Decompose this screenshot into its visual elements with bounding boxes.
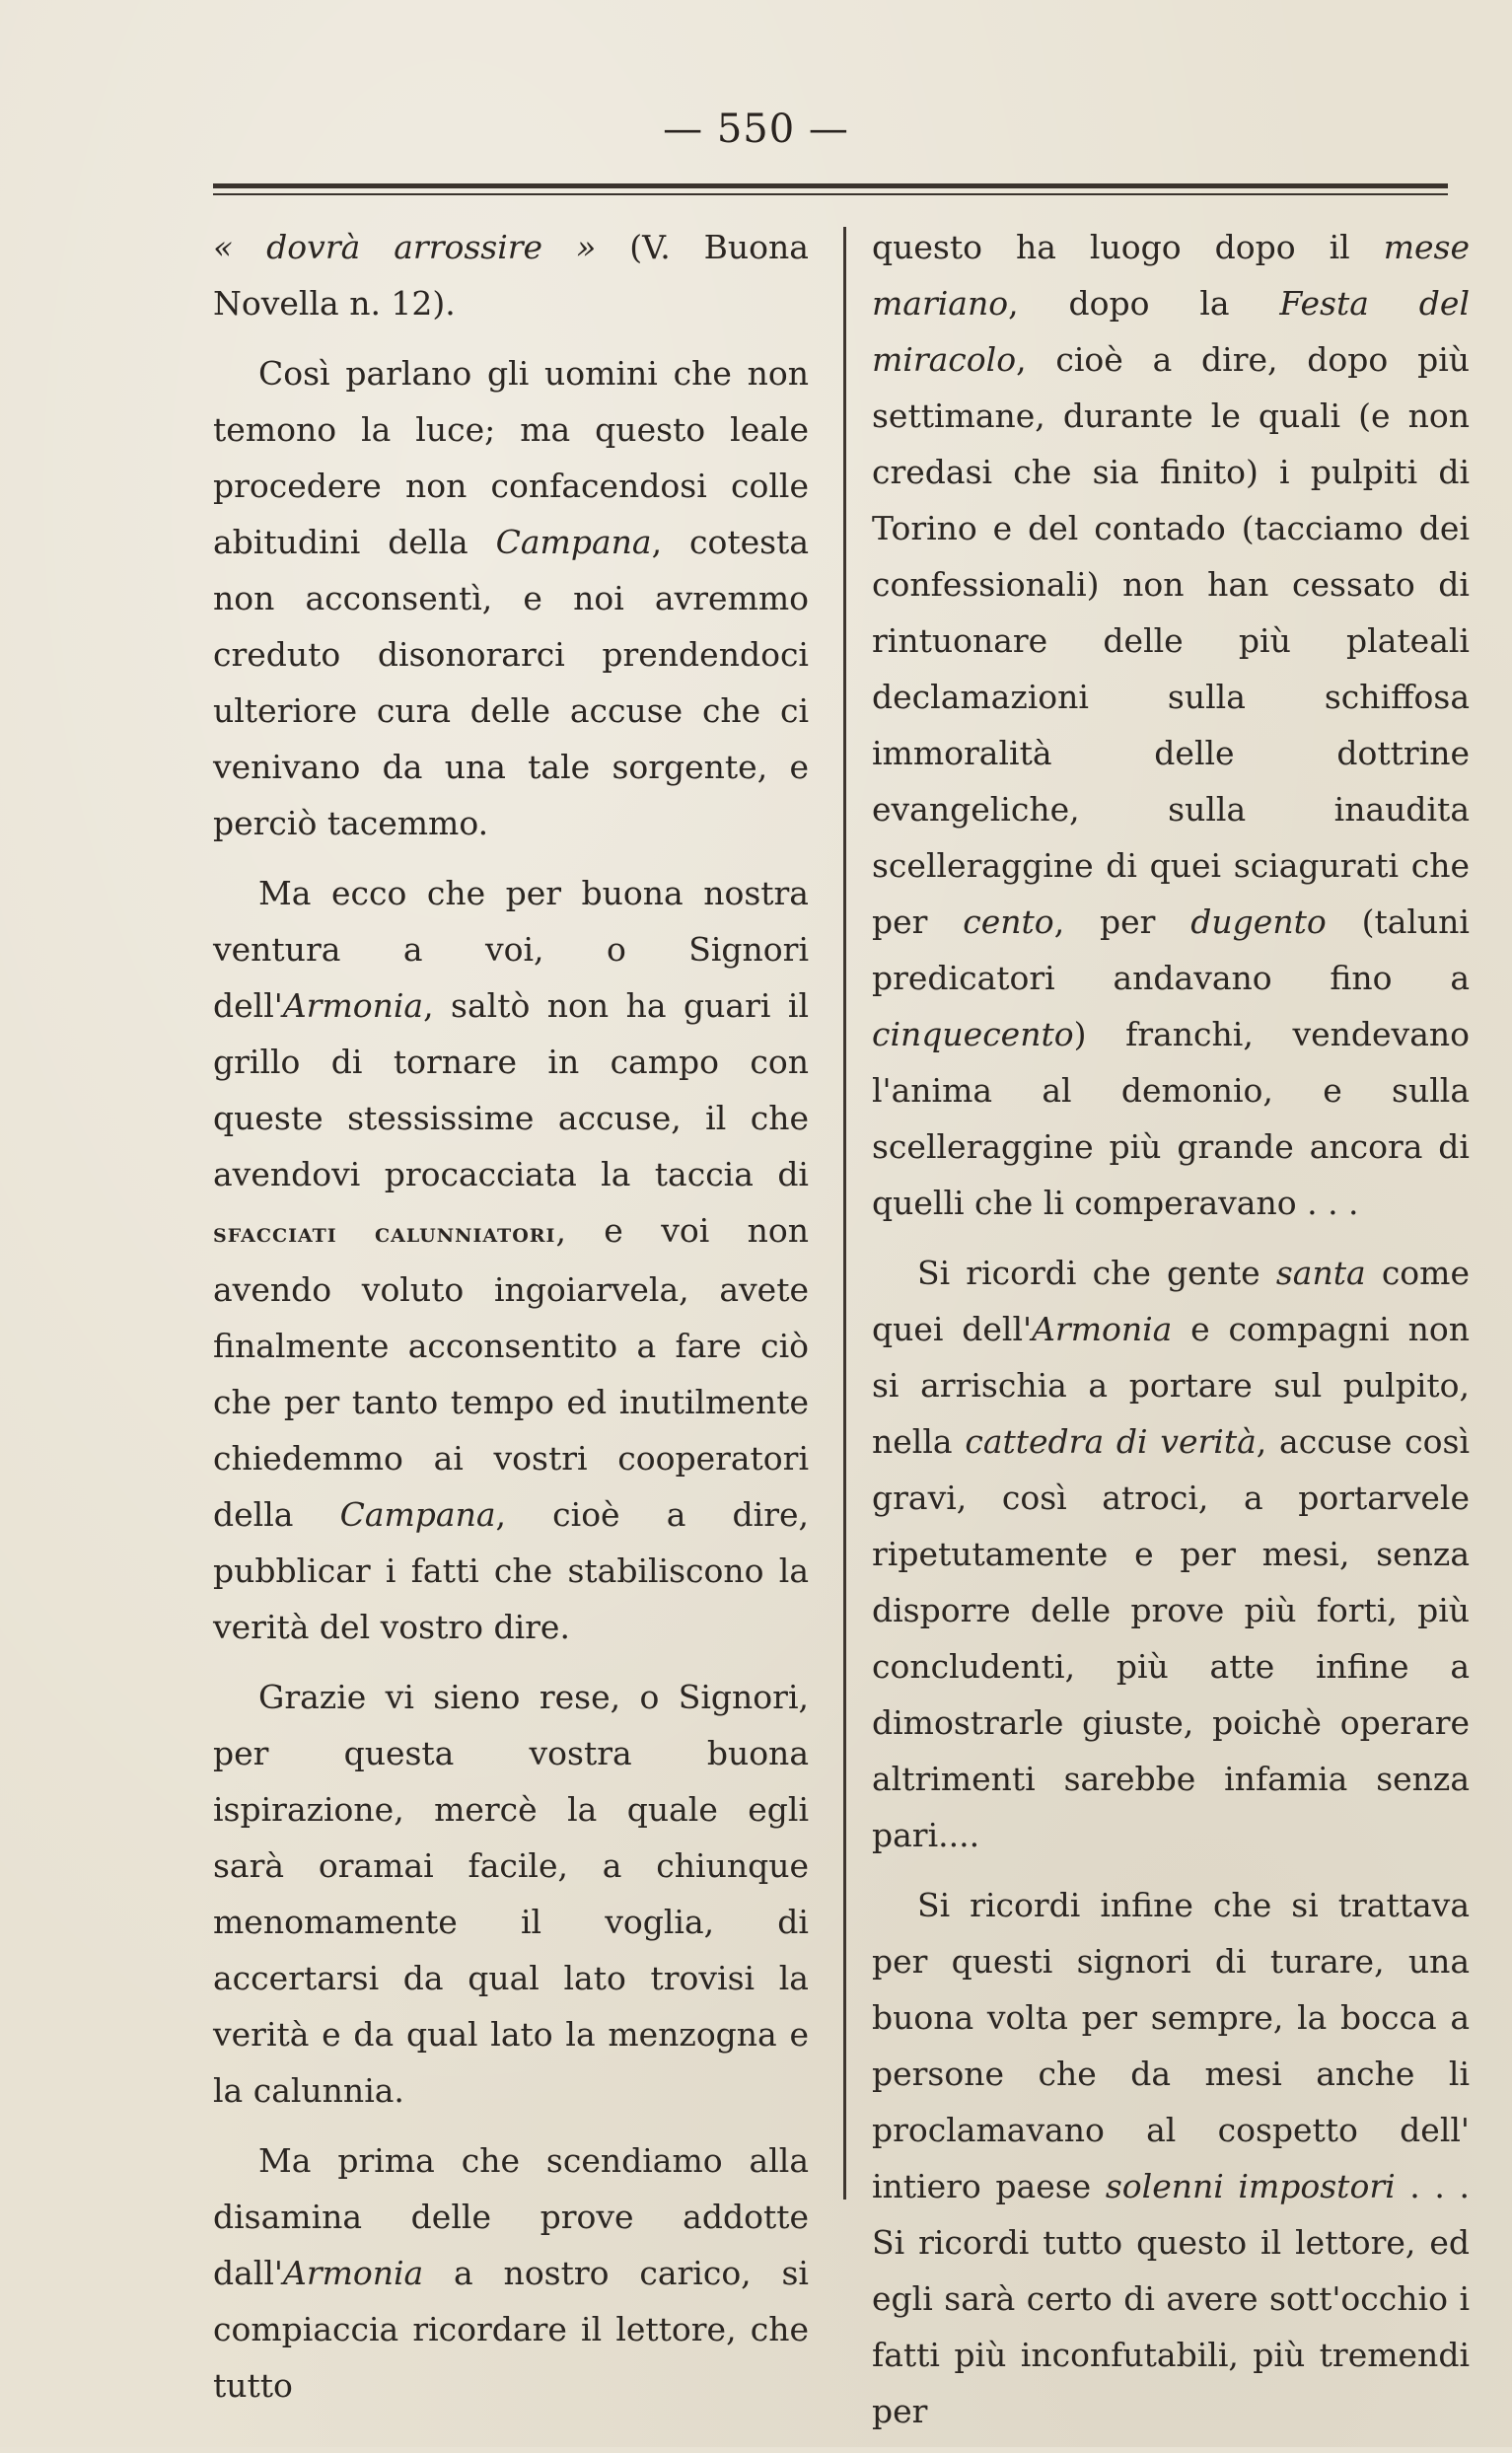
text-span: , dopo la [1008, 284, 1280, 323]
text-span: Ma ecco che per buona nostra ventura a voi, o Signori dell' [213, 874, 809, 1025]
quote-dovra-arrossire: « dovrà arrossire » [213, 228, 597, 266]
left-column [213, 219, 809, 2427]
text-span: , cotesta non acconsentì, e noi avremmo creduto disonorarci prendendoci ulteriore cura delle accuse che ci venivano da una tale sorgente, e perciò tacemmo. [213, 523, 809, 842]
italic-dugento: dugento [1190, 902, 1327, 941]
left-paragraph-3 [213, 865, 809, 1655]
text-span: , cioè a dire, pubblicar i fatti che stabiliscono la verità del vostro dire. [213, 1495, 809, 1646]
right-paragraph-2 [872, 1245, 1470, 1863]
text-span: Si ricordi che gente [917, 1254, 1276, 1292]
title-campana: Campana [495, 523, 652, 561]
text-span: Ma prima che scendiamo alla disamina delle prove addotte dall' [213, 2141, 809, 2292]
italic-cattedra-di-verita: cattedra di verità [965, 1422, 1257, 1461]
title-armonia: Armonia [282, 986, 424, 1025]
text-span: , saltò non ha guari il grillo di tornare in campo con queste stessissime accuse, il che avendovi procacciata la taccia di [213, 986, 809, 1193]
column-divider [843, 227, 846, 2200]
text-span: e compagni non si arrischia a portare sul pulpito, nella [872, 1310, 1470, 1461]
italic-solenni-impostori: solenni impostori [1105, 2167, 1396, 2205]
text-span: , per [1053, 902, 1191, 941]
italic-festa-del-miracolo: Festa del miracolo [872, 284, 1470, 379]
text-span: questo ha luogo dopo il [872, 228, 1384, 266]
header-rule-thick [213, 183, 1448, 188]
right-column [872, 219, 1470, 2453]
title-campana: Campana [339, 1495, 496, 1534]
right-paragraph-3 [872, 1877, 1470, 2439]
italic-cinquecento: cinquecento [872, 1015, 1074, 1053]
text-span: , e voi non avendo voluto ingoiarvela, avete finalmente acconsentito a fare ciò che per tanto tempo ed inutilmente chiedemmo ai vostri cooperatori della [213, 1211, 810, 1534]
italic-santa: santa [1275, 1254, 1366, 1292]
italic-cento: cento [963, 902, 1054, 941]
text-span: . . . Si ricordi tutto questo il lettore, ed egli sarà certo di avere sott'occhio i fatti più inconfutabili, più tremendi per [872, 2167, 1470, 2430]
left-paragraph-5 [213, 2132, 809, 2414]
text-span: (taluni predicatori andavano fino a [872, 902, 1470, 997]
italic-mese-mariano: mese mariano [872, 228, 1470, 323]
title-armonia: Armonia [282, 2254, 424, 2292]
small-caps-phrase: sfacciati calunniatori [213, 1218, 556, 1249]
text-span: Grazie vi sieno rese, o Signori, per questa vostra buona ispirazione, mercè la quale egli sarà oramai facile, a chiunque menomamente il voglia, di accertarsi da qual lato trovisi la verità e da qual lato la menzogna e la calunnia. [213, 1678, 809, 2110]
text-span: , accuse così gravi, così atroci, a portarvele ripetutamente e per mesi, senza disporre delle prove più forti, più concludenti, più atte infine a dimostrarle giuste, poichè operare altrimenti sarebbe infamia senza pari.... [872, 1422, 1470, 1854]
text-span: a nostro carico, si compiaccia ricordare il lettore, che tutto [213, 2254, 809, 2405]
page-number: — 550 — [663, 107, 849, 152]
text-span: Così parlano gli uomini che non temono la luce; ma questo leale procedere non confacendosi colle abitudini della [213, 354, 809, 561]
title-armonia: Armonia [1032, 1310, 1173, 1348]
text-span: Si ricordi infine che si trattava per questi signori di turare, una buona volta per sempre, la bocca a persone che da mesi anche li proclamavano al cospetto dell' intiero paese [872, 1886, 1470, 2205]
text-span: come quei dell' [872, 1254, 1470, 1348]
left-paragraph-4 [213, 1669, 809, 2119]
text-span: ) franchi, vendevano l'anima al demonio, e sulla scelleraggine più grande ancora di quelli che li comperavano . . . [872, 1015, 1470, 1222]
left-paragraph-2 [213, 345, 809, 851]
right-paragraph-1 [872, 219, 1470, 1231]
header-rule-thin [213, 193, 1448, 195]
text-span: , cioè a dire, dopo più settimane, durante le quali (e non credasi che sia finito) i pulpiti di Torino e del contado (tacciamo dei confessionali) non han cessato di rintuonare delle più plateali declamazioni sulla schiffosa immoralità delle dottrine evangeliche, sulla inaudita scelleraggine di quei sciagurati che per [872, 340, 1470, 941]
left-paragraph-1 [213, 219, 809, 331]
citation-text: (V. Buona Novella n. 12). [213, 228, 809, 323]
